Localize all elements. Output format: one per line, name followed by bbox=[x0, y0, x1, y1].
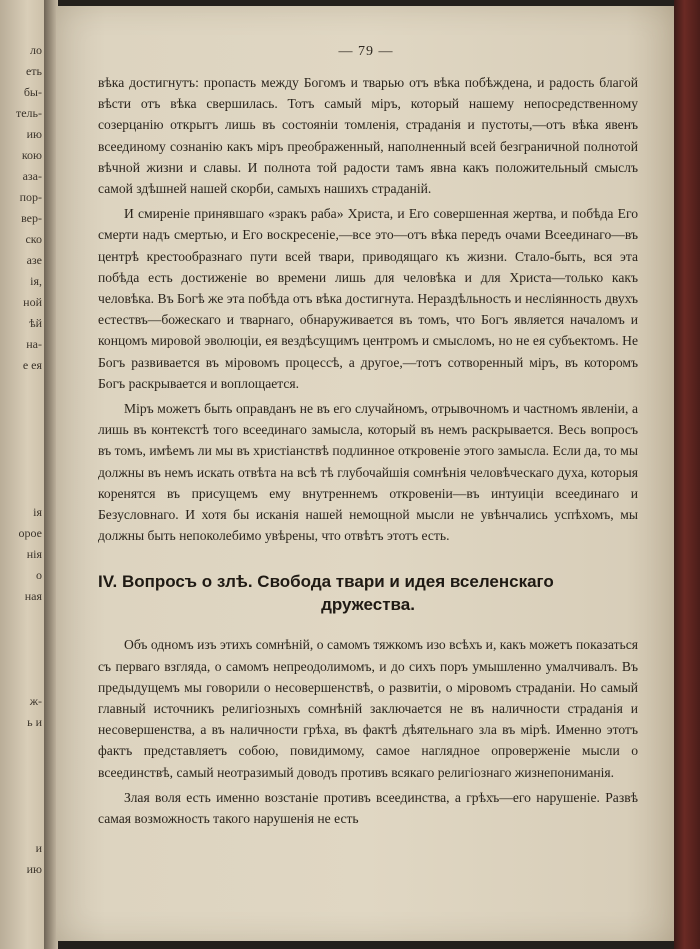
previous-page-fragment bbox=[16, 607, 42, 628]
section-heading bbox=[98, 570, 638, 616]
previous-page-fragment: ной bbox=[23, 295, 42, 309]
previous-page-fragment: нія bbox=[26, 547, 42, 561]
previous-page-fragment: ь и bbox=[27, 715, 42, 729]
previous-page-fragment bbox=[16, 418, 42, 439]
previous-page-fragment: на- bbox=[26, 337, 42, 351]
previous-page-fragment bbox=[16, 649, 42, 670]
paragraph: Злая воля есть именно возстаніе противъ всеединства, а грѣхъ—его нарушеніе. Развѣ самая возможность такого нарушенія не есть bbox=[98, 789, 638, 827]
previous-page-fragment: тель- bbox=[15, 106, 42, 120]
previous-page-fragment: ія bbox=[33, 505, 42, 519]
previous-page-fragment: кою bbox=[21, 148, 42, 162]
previous-page-fragment bbox=[16, 439, 42, 460]
previous-page-fragment: вер- bbox=[21, 211, 42, 225]
previous-page-fragment: о bbox=[36, 568, 42, 582]
previous-page-fragment bbox=[16, 775, 42, 796]
previous-page-fragment: аза- bbox=[22, 169, 42, 183]
previous-page-fragment bbox=[16, 628, 42, 649]
previous-page-fragment: еть bbox=[25, 64, 42, 78]
page-body bbox=[98, 72, 638, 829]
previous-page-fragment: орое bbox=[18, 526, 42, 540]
section-heading-line: IV. Вопросъ о злѣ. Свобода твари и идея вселенскаго bbox=[98, 572, 554, 592]
previous-page-fragment bbox=[16, 376, 42, 397]
previous-page-fragment: ло bbox=[30, 43, 42, 57]
paragraph: Объ одномъ изъ этихъ сомнѣній, о самомъ тяжкомъ изо всѣхъ и, какъ можетъ показаться съ перваго взгляда, о самомъ непреодолимомъ, и до сихъ поръ умышленно умалчивалъ. Въ предыдущемъ мы говорили о несовершенствѣ, о развитіи, о міровомъ страданіи. Но самый главный источникъ религіозныхъ сомнѣній заключается не въ наличности страданія и несовершенства, а въ наличности грѣха, въ фактѣ дѣятельнаго зла въ мірѣ. Именно этотъ фактъ представляетъ собою, повидимому, самое наглядное опроверженіе мысли о всеединствѣ, самый неотразимый доводъ противъ всякаго религіознаго жизнепониманія. bbox=[98, 637, 638, 780]
paragraph: Міръ можетъ быть оправданъ не въ его случайномъ, отрывочномъ и частномъ явленіи, а лишь въ контекстѣ того всеединаго замысла, который въ немъ раскрывается. Весь вопросъ въ томъ, имѣемъ ли мы въ христіанствѣ подлинное откровеніе этого замысла. Если да, то мы должны въ немъ искать отвѣта на всѣ тѣ глубочайшія сомнѣнія человѣческаго духа, которыя коренятся въ присущемъ ему внутреннемъ откровеніи—въ интуиціи всеединаго и Безусловнаго. И хотя бы исканія нашей немощной мысли не увѣнчались успѣхомъ, мы должны быть непоколебимо увѣрены, что отвѣтъ этотъ есть. bbox=[98, 401, 638, 544]
previous-page-fragment bbox=[16, 481, 42, 502]
previous-page-fragment: пор- bbox=[19, 190, 42, 204]
previous-page-fragment: ж- bbox=[29, 694, 42, 708]
previous-page-fragment: ія, bbox=[30, 274, 42, 288]
previous-page-fragment: ная bbox=[24, 589, 42, 603]
previous-page-strip bbox=[0, 0, 46, 949]
previous-page-text-fragments bbox=[16, 40, 42, 880]
previous-page-fragment: и bbox=[35, 841, 42, 855]
book-page bbox=[56, 6, 676, 941]
previous-page-fragment: е ея bbox=[22, 358, 42, 372]
previous-page-fragment bbox=[16, 796, 42, 817]
page-number: — 79 — bbox=[338, 44, 394, 59]
previous-page-fragment bbox=[16, 460, 42, 481]
section-heading-line: дружества. bbox=[321, 595, 415, 615]
previous-page-fragment: ѣй bbox=[29, 316, 42, 330]
previous-page-fragment bbox=[16, 817, 42, 838]
previous-page-fragment bbox=[16, 670, 42, 691]
previous-page-fragment: ию bbox=[26, 862, 42, 876]
book-cover-edge bbox=[674, 0, 700, 949]
previous-page-fragment bbox=[16, 397, 42, 418]
previous-page-fragment: бы- bbox=[23, 85, 42, 99]
paragraph: вѣка достигнутъ: пропасть между Богомъ и тварью отъ вѣка побѣждена, и радость благой вѣсти отъ вѣка свершилась. Тотъ самый міръ, который нашему непосредственному созерцанію открытъ лишь въ состояніи томленія, страданія и пустоты,—отъ вѣка явенъ всеединому сознанію какъ міръ преображенный, наполненный всей безграничной полнотой вѣчной жизни и славы. И полнота той радости тамъ явна какъ положительный смыслъ самой здѣшней нашей скорби, самыхъ нашихъ страданій. bbox=[98, 75, 638, 197]
paragraph: И смиреніе принявшаго «зракъ раба» Христа, и Его совершенная жертва, и побѣда Его смерти надъ смертью, и Его воскресеніе,—все этo—отъ вѣка передъ очами Всеединаго—въ центрѣ крестообразнаго пути всей твари, приводящаго къ жизни. Стало-быть, вся эта побѣда есть достиженіе во времени лишь для человѣка и для Христа—только какъ человѣка. Въ Богѣ же эта побѣда отъ вѣка достигнута. Нераздѣльность и неслiянность двухъ естествъ—божескаго и тварнаго, обнаруживается въ томъ, что Богъ является началомъ и концомъ мировой эволюціи, ея вездѣсущимъ центромъ и смысломъ, но не ея субъектомъ. Не Богъ развивается въ мiровомъ процессѣ, а другое,—тотъ сотворенный міръ, въ которомъ Богъ раскрывается и воплощается. bbox=[98, 206, 638, 391]
previous-page-fragment: азе bbox=[26, 253, 42, 267]
previous-page-fragment bbox=[16, 733, 42, 754]
previous-page-fragment: ско bbox=[25, 232, 42, 246]
previous-page-fragment bbox=[16, 754, 42, 775]
previous-page-fragment: ию bbox=[26, 127, 42, 141]
